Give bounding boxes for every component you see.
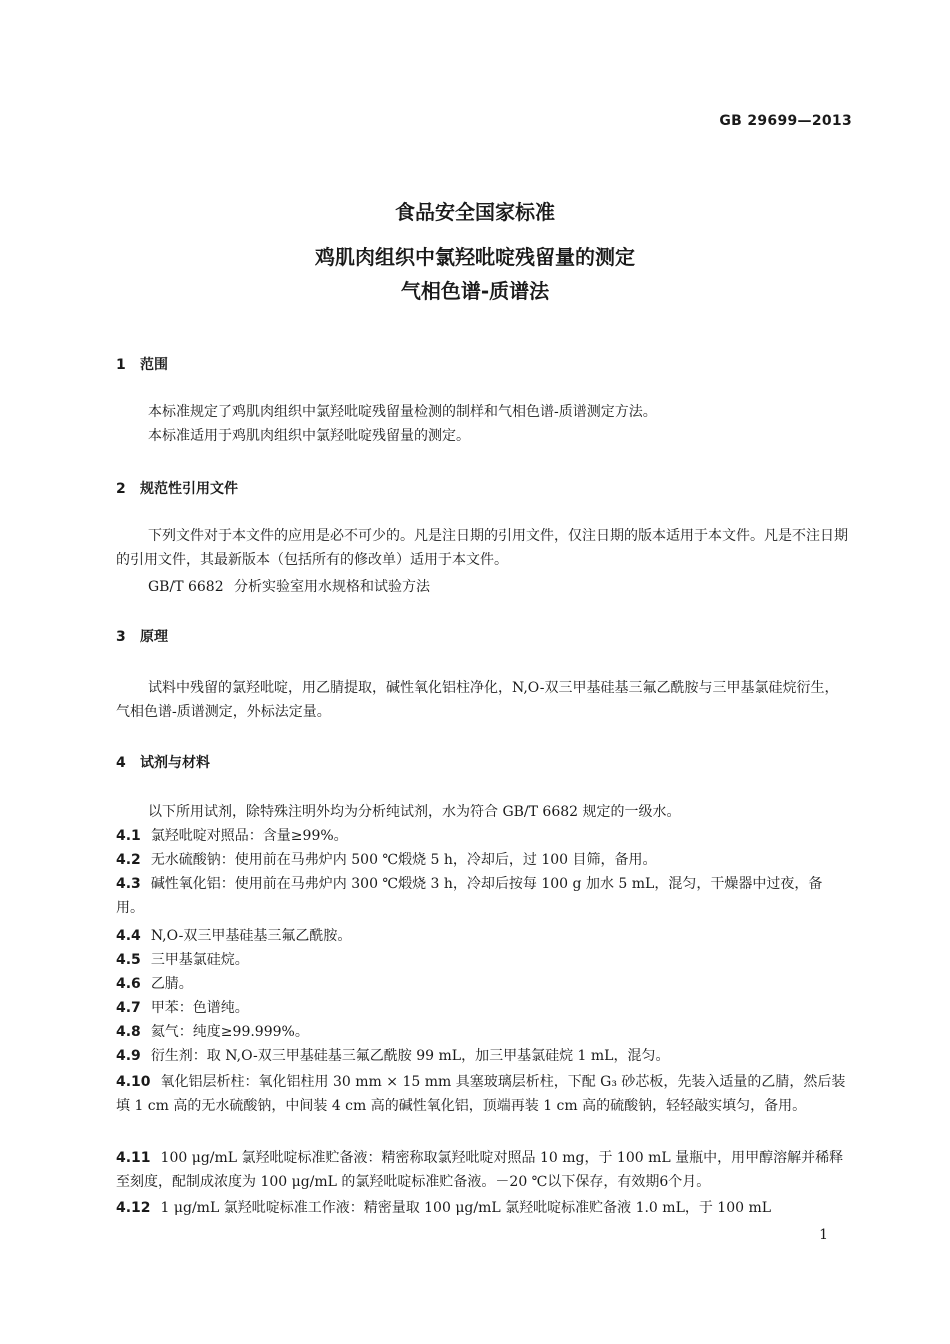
section-2-heading (116, 478, 238, 498)
doc-title-1: 食品安全国家标准 (395, 200, 555, 224)
s4-intro: 以下所用试剂，除特殊注明外均为分析纯试剂，水为符合 GB/T 6682 规定的一级水。 (148, 804, 681, 820)
list-item: 4.3 碱性氧化铝：使用前在马弗炉内 300 ℃煅烧 3 h，冷却后按每 100 g 加水 5 mL，混匀，干燥器中过夜，备用。 (116, 876, 823, 916)
section-1-heading (116, 354, 168, 374)
list-item: 4.2 无水硫酸钠：使用前在马弗炉内 500 ℃煅烧 5 h，冷却后，过 100 目筛，备用。 (116, 852, 657, 868)
section-number: 1 (116, 357, 126, 373)
s2-paragraph-1: 下列文件对于本文件的应用是必不可少的。凡是注日期的引用文件，仅注日期的版本适用于本文件。凡是不注日期的引用文件，其最新版本（包括所有的修改单）适用于本文件。 (116, 528, 848, 568)
list-item: 4.7 甲苯：色谱纯。 (116, 1000, 249, 1016)
list-item: 4.10 氧化铝层析柱：氧化铝柱用 30 mm × 15 mm 具塞玻璃层析柱，下配 G₃ 砂芯板，先装入适量的乙腈，然后装填 1 cm 高的无水硫酸钠，中间装 4 cm 高的碱性氧化铝，顶端再装 1 cm 高的硫酸钠，轻轻敲实填匀，备用。 (116, 1074, 846, 1114)
list-item: 4.8 氦气：纯度≥99.999%。 (116, 1024, 309, 1040)
section-3-heading (116, 626, 168, 646)
section-title: 试剂与材料 (140, 755, 210, 771)
list-item: 4.11 100 μg/mL 氯羟吡啶标准贮备液：精密称取氯羟吡啶对照品 10 mg，于 100 mL 量瓶中，用甲醇溶解并稀释至刻度，配制成浓度为 100 μg/mL 的氯羟吡啶标准贮备液。－20 ℃以下保存，有效期6个月。 (116, 1150, 844, 1190)
section-number: 3 (116, 629, 126, 645)
section-4-heading (116, 752, 210, 772)
list-item: 4.1 氯羟吡啶对照品：含量≥99%。 (116, 828, 348, 844)
s3-paragraph-1: 试料中残留的氯羟吡啶，用乙腈提取，碱性氧化铝柱净化，N,O-双三甲基硅基三氟乙酰胺与三甲基氯硅烷衍生，气相色谱-质谱测定，外标法定量。 (116, 680, 839, 720)
list-item: 4.9 衍生剂：取 N,O-双三甲基硅基三氟乙酰胺 99 mL，加三甲基氯硅烷 1 mL，混匀。 (116, 1048, 670, 1064)
section-number: 4 (116, 755, 126, 771)
doc-title-2: 鸡肌肉组织中氯羟吡啶残留量的测定 (315, 245, 635, 269)
normative-reference (148, 576, 430, 596)
section-title: 原理 (140, 629, 168, 645)
s1-paragraph-1: 本标准规定了鸡肌肉组织中氯羟吡啶残留量检测的制样和气相色谱-质谱测定方法。 (148, 404, 657, 420)
list-item: 4.4 N,O-双三甲基硅基三氟乙酰胺。 (116, 928, 352, 944)
reference-title: 分析实验室用水规格和试验方法 (234, 579, 430, 595)
section-title: 规范性引用文件 (140, 481, 238, 497)
list-item: 4.5 三甲基氯硅烷。 (116, 952, 249, 968)
s1-paragraph-2: 本标准适用于鸡肌肉组织中氯羟吡啶残留量的测定。 (148, 428, 470, 444)
list-item: 4.6 乙腈。 (116, 976, 193, 992)
section-title: 范围 (140, 357, 168, 373)
reference-code: GB/T 6682 (148, 579, 224, 595)
list-item: 4.12 1 μg/mL 氯羟吡啶标准工作液：精密量取 100 μg/mL 氯羟吡啶标准贮备液 1.0 mL，于 100 mL (116, 1200, 772, 1216)
doc-title-3: 气相色谱-质谱法 (400, 279, 550, 303)
section-number: 2 (116, 481, 126, 497)
standard-code: GB 29699—2013 (719, 113, 852, 129)
page-number: 1 (819, 1227, 828, 1243)
